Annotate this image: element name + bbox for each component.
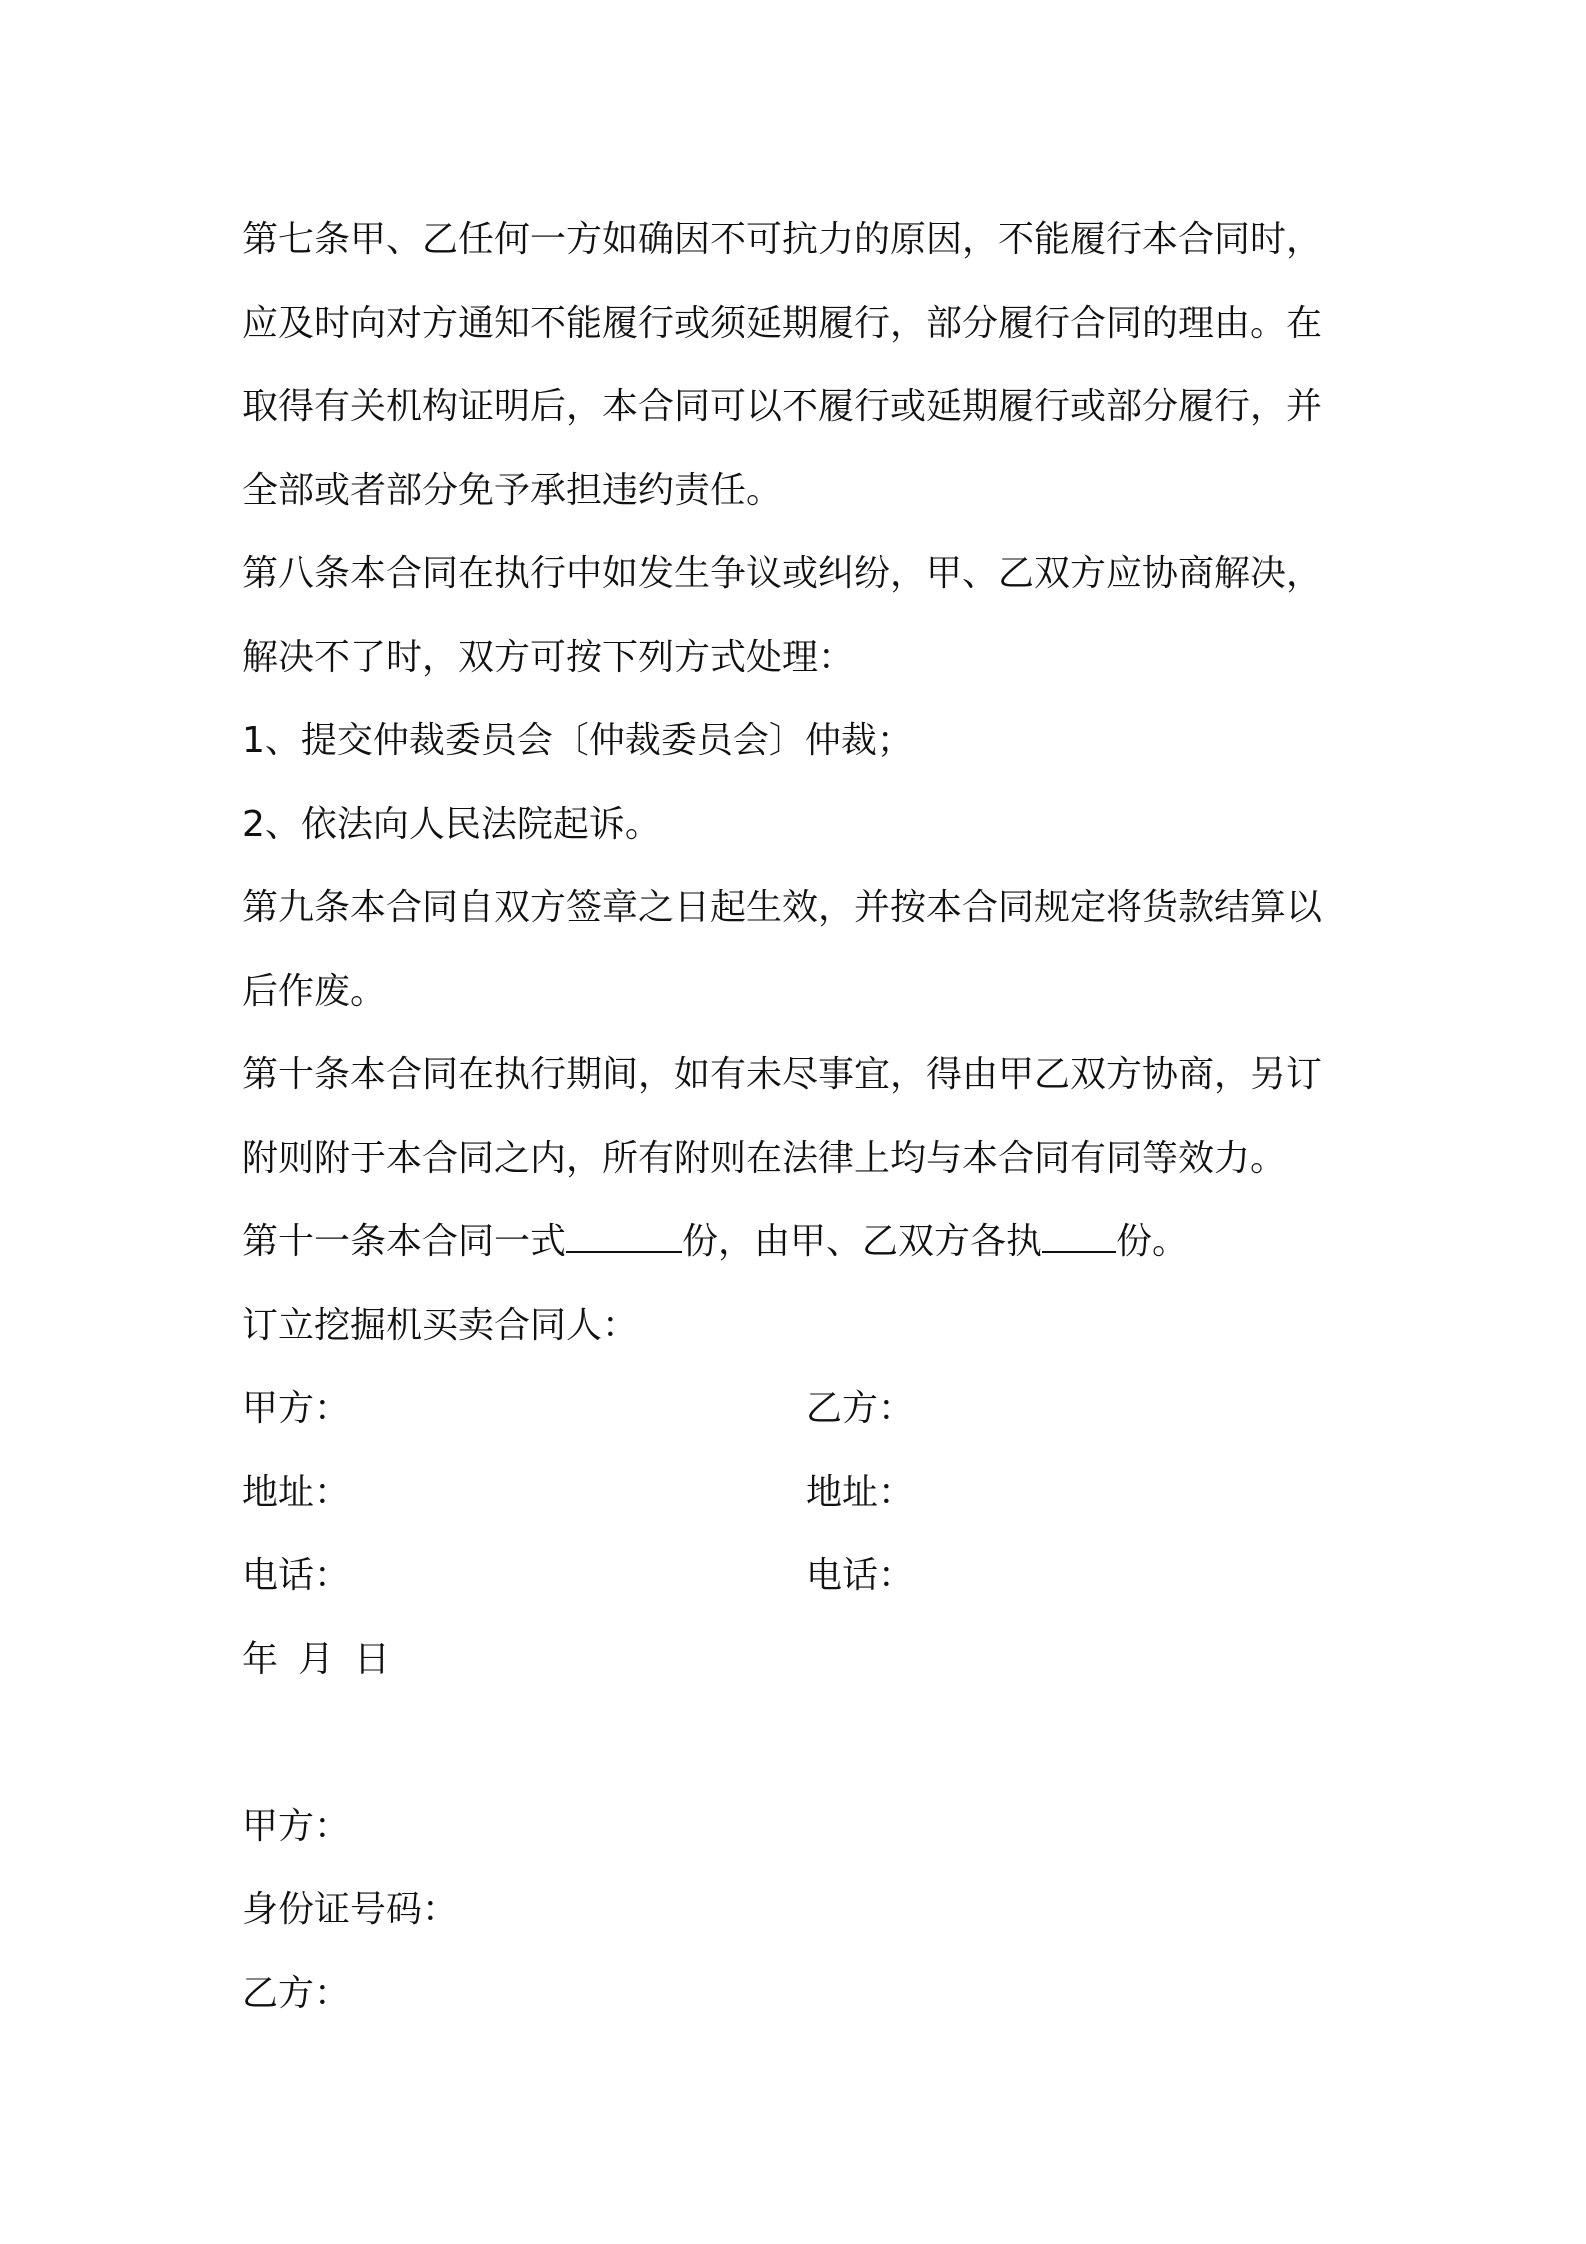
footer-party-b-label: 乙方： <box>242 1972 351 2014</box>
copies-total-blank <box>566 1221 682 1253</box>
address-row <box>242 1451 1362 1535</box>
address-b-label: 地址： <box>806 1471 915 1513</box>
footer-id-number-label: 身份证号码： <box>242 1889 459 1930</box>
phone-b-label: 电话： <box>806 1555 915 1596</box>
party-b-label: 乙方： <box>806 1388 915 1429</box>
article-7-line-3: 取得有关机构证明后，本合同可以不履行或延期履行或部分履行，并 <box>242 386 1323 427</box>
article-8-line-2: 解决不了时，双方可按下列方式处理： <box>242 636 855 678</box>
article-9-line-1: 第九条本合同自双方签章之日起生效，并按本合同规定将货款结算以 <box>242 887 1323 928</box>
spacer <box>242 1701 1362 1785</box>
dispute-option-2: 2、依法向人民法院起诉。 <box>242 803 661 845</box>
article-11-part-2: 份，由甲、乙双方各执 <box>682 1221 1043 1262</box>
signing-date <box>242 1618 1362 1702</box>
date-year: 年 <box>242 1638 279 1680</box>
contract-body <box>242 198 1362 2035</box>
article-10-line-1: 第十条本合同在执行期间，如有未尽事宜，得由甲乙双方协商，另订 <box>242 1054 1323 1095</box>
article-11-part-1: 第十一条本合同一式 <box>242 1221 567 1262</box>
phone-a-label: 电话： <box>242 1555 351 1596</box>
date-month: 月 <box>298 1638 335 1680</box>
article-10-line-2: 附则附于本合同之内，所有附则在法律上均与本合同有同等效力。 <box>242 1137 1287 1179</box>
article-8-line-1: 第八条本合同在执行中如发生争议或纠纷，甲、乙双方应协商解决， <box>242 553 1323 594</box>
date-day: 日 <box>354 1638 391 1680</box>
article-7-line-1: 第七条甲、乙任何一方如确因不可抗力的原因，不能履行本合同时， <box>242 219 1323 260</box>
dispute-option-1: 1、提交仲裁委员会〔仲裁委员会〕仲裁； <box>242 720 913 761</box>
article-7-line-4: 全部或者部分免予承担违约责任。 <box>242 469 783 511</box>
copies-each-blank <box>1042 1221 1116 1253</box>
article-11-part-3: 份。 <box>1116 1221 1189 1262</box>
address-a-label: 地址： <box>242 1471 351 1513</box>
article-11 <box>242 1200 1362 1284</box>
article-9-line-2: 后作废。 <box>242 970 387 1012</box>
party-a-label: 甲方： <box>242 1388 351 1429</box>
footer-party-a-label: 甲方： <box>242 1805 351 1847</box>
signing-heading: 订立挖掘机买卖合同人： <box>242 1304 639 1346</box>
phone-row <box>242 1534 1362 1618</box>
article-7-line-2: 应及时向对方通知不能履行或须延期履行，部分履行合同的理由。在 <box>242 302 1323 344</box>
party-row <box>242 1367 1362 1451</box>
